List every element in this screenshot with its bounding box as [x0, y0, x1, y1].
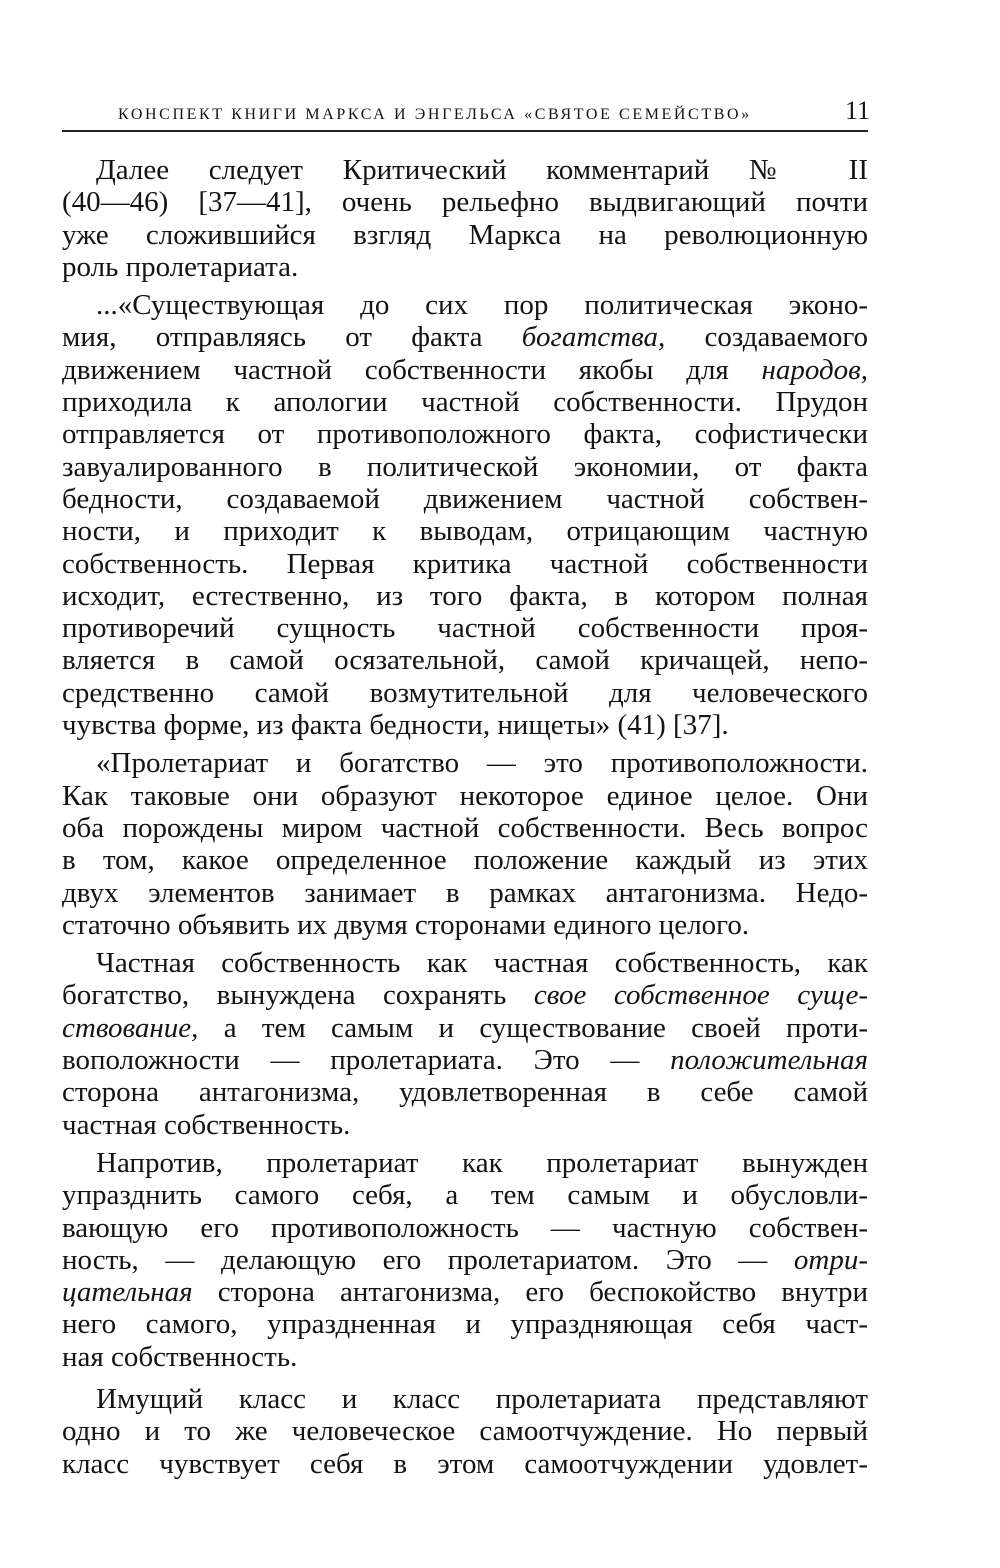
text-line: уже сложившийся взгляд Маркса на революционную [62, 218, 868, 251]
text-line: ствование, а тем самым и существование своей проти- [62, 1011, 868, 1044]
text-line: воположности — пролетариата. Это — положительная [62, 1044, 868, 1077]
text-line: статочно объявить их двумя сторонами единого целого. [62, 908, 750, 941]
text-line: противоречий сущность частной собственности проя- [62, 612, 868, 645]
text-line: богатство, вынуждена сохранять свое собственное суще- [62, 979, 868, 1012]
text-line: оба порождены миром частной собственности. Весь вопрос [62, 811, 868, 844]
running-title: КОНСПЕКТ КНИГИ МАРКСА И ЭНГЕЛЬСА «СВЯТОЕ СЕМЕЙСТВО» [118, 106, 752, 123]
text-line: собственность. Первая критика частной собственности [62, 547, 868, 580]
text-line: двух элементов занимает в рамках антагонизма. Недо- [62, 876, 868, 909]
text-line: ...«Существующая до сих пор политическая эконо- [96, 289, 868, 322]
text-line: сторона антагонизма, удовлетворенная в себе самой [62, 1076, 868, 1109]
text-line: (40—46) [37—41], очень рельефно выдвигающий почти [62, 186, 868, 219]
text-line: ная собственность. [62, 1340, 298, 1373]
text-line: «Пролетариат и богатство — это противоположности. [96, 747, 868, 780]
text-line: класс чувствует себя в этом самоотчуждении удовлет- [62, 1447, 868, 1480]
text-line: Как таковые они образуют некоторое единое целое. Они [62, 779, 868, 812]
text-line: роль пролетариата. [62, 250, 299, 283]
text-line: чувства форме, из факта бедности, нищеты» (41) [37]. [62, 709, 729, 742]
text-line: цательная сторона антагонизма, его беспокойство внутри [62, 1276, 868, 1309]
text-line: Частная собственность как частная собственность, как [96, 947, 868, 980]
text-line: Далее следует Критический комментарий № II [96, 154, 868, 186]
text-line: движением частной собственности якобы для народов, [62, 353, 868, 386]
text-line: Имущий класс и класс пролетариата представляют [96, 1382, 868, 1415]
header-rule [62, 130, 868, 132]
running-head [118, 96, 870, 126]
text-line: ность, — делающую его пролетариатом. Это — отри- [62, 1243, 868, 1276]
text-line: мия, отправляясь от факта богатства, создаваемого [62, 321, 868, 354]
text-line: вляется в самой осязательной, самой кричащей, непо- [62, 644, 868, 677]
text-line: него самого, упраздненная и упраздняющая себя част- [62, 1308, 868, 1341]
body-text [62, 154, 868, 1480]
text-line: частная собственность. [62, 1108, 351, 1141]
text-line: бедности, создаваемой движением частной собствен- [62, 482, 868, 515]
text-line: отправляется от противоположного факта, софистически [62, 418, 868, 451]
text-line: Напротив, пролетариат как пролетариат вынужден [96, 1146, 868, 1179]
text-line: в том, какое определенное положение каждый из этих [62, 844, 868, 877]
text-line: средственно самой возмутительной для человеческого [62, 676, 868, 709]
text-line: одно и то же человеческое самоотчуждение. Но первый [62, 1415, 868, 1448]
text-line: приходила к апологии частной собственности. Прудон [62, 386, 868, 419]
text-line: вающую его противоположность — частную собствен- [62, 1211, 868, 1244]
page-number: 11 [844, 96, 870, 125]
text-line: завуалированного в политической экономии, от факта [62, 450, 868, 483]
text-line: исходит, естественно, из того факта, в котором полная [62, 579, 868, 612]
text-line: ности, и приходит к выводам, отрицающим частную [62, 515, 868, 548]
text-line: упразднить самого себя, а тем самым и обусловли- [62, 1179, 868, 1212]
